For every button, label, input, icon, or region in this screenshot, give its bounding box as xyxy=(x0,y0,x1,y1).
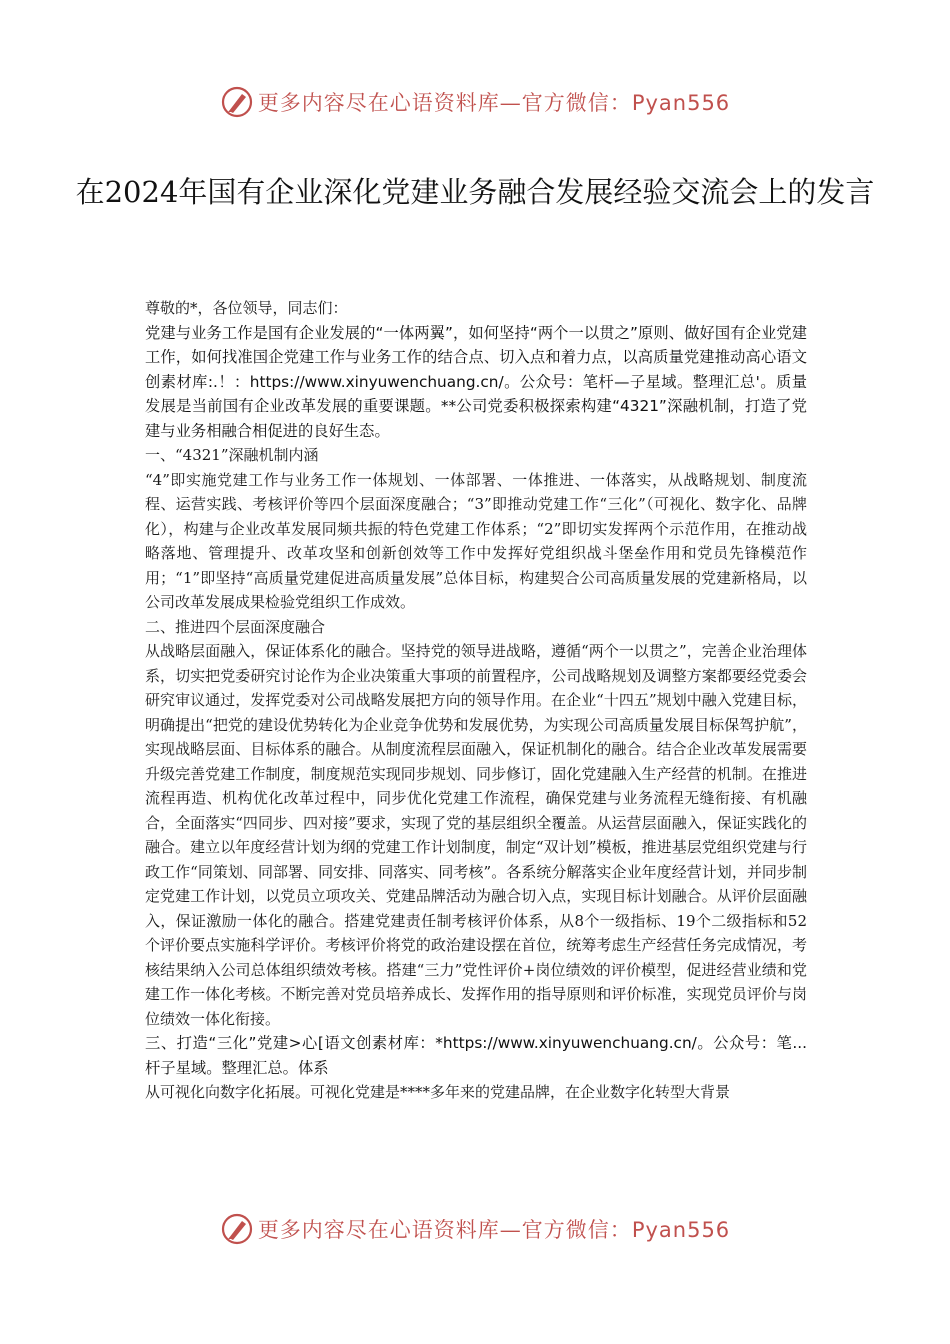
section-3-body: 从可视化向数字化拓展。可视化党建是****多年来的党建品牌，在企业数字化转型大背景 xyxy=(145,1083,731,1101)
wechat-id: Pyan556 xyxy=(631,1218,731,1242)
section-2-heading: 二、推进四个层面深度融合 xyxy=(145,617,326,636)
document-body xyxy=(145,296,807,1105)
watermark-text: 更多内容尽在心语资料库—官方微信：Pyan556 xyxy=(257,91,731,115)
section-1-body: “4”即实施党建工作与业务工作一体规划、一体部署、一体推进、一体落实，从战略规划、制度流程、运营实践、考核评价等四个层面深度融合；“3”即推动党建工作“三化”（可视化、数字化、品牌化），构建与企业改革发展同频共振的特色党建工作体系；“2”即切实发挥两个示范作用，在推动战略落地、管理提升、改革攻坚和创新创效等工作中发挥好党组织战斗堡垒作用和党员先锋模范作用；“1”即坚持“高质量党建促进高质量发展”总体目标，构建契合公司高质量发展的党建新格局，以公司改革发展成果检验党组织工作成效。 xyxy=(145,470,807,611)
pen-nib-icon xyxy=(220,1212,254,1246)
intro-paragraph: 党建与业务工作是国有企业发展的“一体两翼”，如何坚持“两个一以贯之”原则、做好国有企业党建工作，如何找准国企党建工作与业务工作的结合点、切入点和着力点，以高质量党建推动高心语文创素材库:.！：https://www.xinyuwenchuang.cn/。公众号：笔杆—子星域。整理汇总'。质量发展是当前国有企业改革发展的重要课题。**公司党委积极探索构建“4321”深融机制，打造了党建与业务相融合相促进的良好生态。 xyxy=(145,323,807,440)
page-title: 在2024年国有企业深化党建业务融合发展经验交流会上的发言 xyxy=(75,175,875,210)
watermark-banner-bottom xyxy=(0,1207,950,1251)
salutation: 尊敬的*，各位领导，同志们： xyxy=(145,299,348,317)
watermark-text: 更多内容尽在心语资料库—官方微信：Pyan556 xyxy=(257,1218,731,1242)
watermark-banner-top xyxy=(0,80,950,124)
section-2-body: 从战略层面融入，保证体系化的融合。坚持党的领导进战略，遵循“两个一以贯之”，完善企业治理体系，切实把党委研究讨论作为企业决策重大事项的前置程序，公司战略规划及调整方案都要经党委会研究审议通过，发挥党委对公司战略发展把方向的领导作用。在企业“十四五”规划中融入党建目标，明确提出“把党的建设优势转化为企业竞争优势和发展优势，为实现公司高质量发展目标保驾护航”，实现战略层面、目标体系的融合。从制度流程层面融入，保证机制化的融合。结合企业改革发展需要升级完善党建工作制度，制度规范实现同步规划、同步修订，固化党建融入生产经营的机制。在推进流程再造、机构优化改革过程中，同步优化党建工作流程，确保党建与业务流程无缝衔接、有机融合，全面落实“四同步、四对接”要求，实现了党的基层组织全覆盖。从运营层面融入，保证实践化的融合。建立以年度经营计划为纲的党建工作计划制度，制定“双计划”模板，推进基层党组织党建与行政工作“同策划、同部署、同安排、同落实、同考核”。各系统分解落实企业年度经营计划，并同步制定党建工作计划，以党员立项攻关、党建品牌活动为融合切入点，实现目标计划融合。从评价层面融入，保证激励一体化的融合。搭建党建责任制考核评价体系，从8个一级指标、19个二级指标和52个评价要点实施科学评价。考核评价将党的政治建设摆在首位，统筹考虑生产经营任务完成情况，考核结果纳入公司总体组织绩效考核。搭建“三力”党性评价+岗位绩效的评价模型，促进经营业绩和党建工作一体化考核。不断完善对党员培养成长、发挥作用的指导原则和评价标准，实现党员评价与岗位绩效一体化衔接。 xyxy=(145,642,807,1028)
wechat-id: Pyan556 xyxy=(631,91,731,115)
section-3-heading: 三、打造“三化”党建>心[语文创素材库：*https://www.xinyuwenchuang.cn/。公众号：笔...杆子星域。整理汇总。体系 xyxy=(145,1034,807,1077)
pen-nib-icon xyxy=(220,85,254,119)
section-1-heading: 一、“4321”深融机制内涵 xyxy=(145,446,319,464)
